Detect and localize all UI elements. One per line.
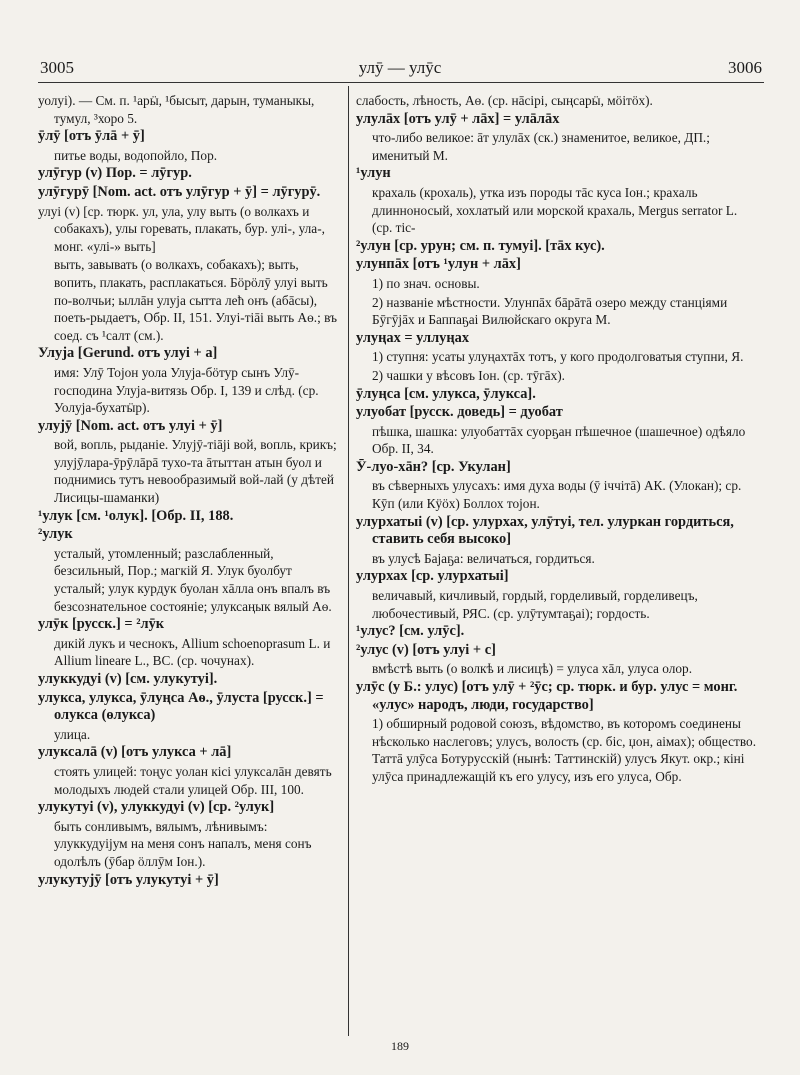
- definition: въ улусѣ Бајаҕа: величаться, гордиться.: [372, 550, 595, 566]
- definition: величавый, кичливый, гордый, горделивый, горделивецъ, любочестивый, РЯС. (ср. улӯтумтаҕаі); гордость.: [372, 588, 698, 621]
- headword: улуңах = уллуңах: [356, 329, 470, 346]
- definition: вой, вопль, рыданіе. Улујӯ-тіāјі вой, вопль, крикъ; улујӯлара-ӯрӯлāрā тухо-та āтыттан атын буол и поднимись тутъ невообразимый вой-лай (у дѣтей Лисицы-шаманки): [54, 437, 337, 506]
- definition: въ сѣверныхъ улусахъ: имя духа воды (ӯ іччітā) АК. (Улокан); ср. Кӯп (или Кӱӧх) Боллох тојон.: [372, 478, 742, 512]
- page-number-left: 3005: [40, 58, 74, 77]
- header-rule: [38, 82, 764, 83]
- headword: ²улук: [38, 526, 73, 543]
- left-column: [38, 92, 342, 890]
- headword: ¹улук [см. ¹олук]. [Обр. II, 188.: [38, 507, 234, 524]
- sense: 2) чашки у вѣсовъ Іон. (ср. тӯгāх).: [372, 367, 565, 383]
- headword: улунпāх [отъ ¹улун + лāх]: [356, 256, 521, 273]
- headword: улујӯ [Nom. act. отъ улуі + ӯ]: [38, 417, 223, 434]
- definition: имя: Улӯ Тојон уола Улуја-бӧтур сынъ Улӯ-господина Улуја-витязь Обр. I, 139 и слѣд. (ср. Уолуја-бухатӹр).: [54, 364, 319, 416]
- headword: улукса, улукса, ӯлуңса Аѳ., ӯлуста [русск.] = олукса (өлукса): [38, 689, 324, 724]
- definition: дикій лукъ и чеснокъ, Allium schoenoprasum L. и Allium lineare L., ВС. (ср. чочунах).: [54, 635, 331, 669]
- headword: улӯс (у Б.: улус) [отъ улӯ + ²ӯс; ср. тюрк. и бур. улус = монг. «улус» народъ, люди, государство]: [356, 679, 738, 713]
- definition: пѣшка, шашка: улуобаттāх суорҕан пѣшечное (шашечное) одѣяло Обр. II, 34.: [372, 423, 746, 457]
- sense: 1) ступня: усаты улуңахтāх тотъ, у кого продолговатыя ступни, Я.: [372, 349, 744, 365]
- headword-etymology: улуі (v) [ср. тюрк. ул, ула, улу выть (о волкахъ и собакахъ), улы горевать, плакать, бур. улі-, ула-, монг. «улі-» выть]: [38, 203, 325, 254]
- headword: Ӯ-луо-хāн? [ср. Укулан]: [356, 458, 511, 475]
- headword: улуксалā (v) [отъ улукса + лā]: [38, 744, 232, 761]
- headword: улӯк [русск.] = ²лӯк: [38, 616, 165, 633]
- definition: стоять улицей: тоңус уолан кісі улуксалāн девять молодыхъ людей стали улицей Обр. III, 100.: [54, 763, 332, 797]
- entry-continuation: уолуі). — См. п. ¹арӹ, ¹бысыт, дарын, туманыкы, тумул, ³хоро 5.: [38, 93, 315, 126]
- sense: 1) по знач. основы.: [372, 275, 480, 291]
- headword: улӯгур (v) Пор. = лӯгур.: [38, 165, 192, 182]
- headword: ²улун [ср. урун; см. п. тумуі]. [тāх кус).: [356, 237, 605, 254]
- headword: ӯлуңса [см. улукса, ӯлукса].: [356, 385, 536, 402]
- headword: улукутуі (v), улуккудуі (v) [ср. ²улук]: [38, 799, 275, 816]
- headword: улуккудуі (v) [см. улукутуі].: [38, 671, 218, 687]
- right-column: [356, 92, 760, 787]
- definition: выть, завывать (о волкахъ, собакахъ); выть, вопить, плакать, расплакаться. Бӧрӧлӯ улуі выть по-волчьи; ыллāн улуја сытта лећ онъ (абāсы), поеть-рыдаетъ, Обр. II, 151. Улуі-тіāі выть Аѳ.; въ соед. съ ¹салт (см.).: [54, 257, 337, 343]
- entry-continuation: слабость, лѣность, Аѳ. (ср. нāсірі, сыңсарӹ, мӧітӧх).: [356, 93, 653, 108]
- headword: улурхатыі (v) [ср. улурхах, улӯтуі, тел. улуркан гордиться, ставить себя высоко]: [356, 513, 734, 548]
- column-divider: [348, 86, 349, 1036]
- definition: усталый, утомленный; разслабленный, безсильный, Пор.; магкій Я. Улук буолбут усталый; улук курдук буолан хāлла онъ впалъ въ безсознательное состояніе; улуксаңык вялый Аѳ.: [54, 545, 332, 614]
- sense: 2) названіе мѣстности. Улунпāх бāрāтā озеро между станціями Бӯгӯјāх и Баппаҕаі Вилюйскаго округа М.: [372, 294, 728, 328]
- signature-mark: 189: [391, 1039, 409, 1053]
- headword: улуобат [русск. доведь] = дуобат: [356, 404, 563, 421]
- headword: улурхах [ср. улурхатыі]: [356, 568, 509, 585]
- sense: 1) обширный родовой союзъ, вѣдомство, въ которомъ соединены нѣсколько наслеговъ; улусъ, волость (ср. біс, џон, аімах); общество. Таттā улӯса Ботурусскій (нынѣ: Таттинскій) улусъ Якут. окр.; кіні улӯса принадлежащій къ его улусу, изъ его улуса, Обр.: [372, 716, 757, 784]
- definition: крахаль (крохаль), утка изъ породы тāс куса Іон.; крахаль длинноносый, хохлатый или морской крахаль, Mergus serrator L. (ср. тіс-: [372, 184, 738, 236]
- headword: ¹улун: [356, 165, 391, 182]
- headword: ӯлӯ [отъ ӯлā + ӯ]: [38, 128, 145, 145]
- headword: улӯгурӯ [Nom. act. отъ улӯгур + ӯ] = лӯгурӯ.: [38, 183, 321, 200]
- definition: что-либо великое: āт улулāх (ск.) знаменитое, великое, ДП.; именитый М.: [372, 130, 710, 163]
- headword: ²улус (v) [отъ улуі + с]: [356, 641, 496, 658]
- headword: ¹улус? [см. улӯс].: [356, 623, 465, 640]
- definition: питье воды, водопойло, Пор.: [54, 147, 218, 163]
- running-title: улӯ — улӯс: [358, 58, 442, 77]
- page-number-right: 3006: [728, 58, 762, 77]
- headword: улулāх [отъ улӯ + лāх] = улāлāх: [356, 110, 560, 127]
- definition: улица.: [54, 726, 91, 742]
- definition: вмѣстѣ выть (о волкѣ и лисицѣ) = улуса хāл, улуса олор.: [372, 661, 693, 677]
- headword: Улуја [Gerund. отъ улуі + а]: [38, 345, 218, 362]
- headword: улукутујӯ [отъ улукутуі + ӯ]: [38, 871, 219, 888]
- definition: быть сонливымъ, вялымъ, лѣнивымъ: улуккудуіјум на меня сонъ напалъ, меня сонъ одолѣлъ (ӯбар ӧллӯм Іон.).: [54, 818, 312, 869]
